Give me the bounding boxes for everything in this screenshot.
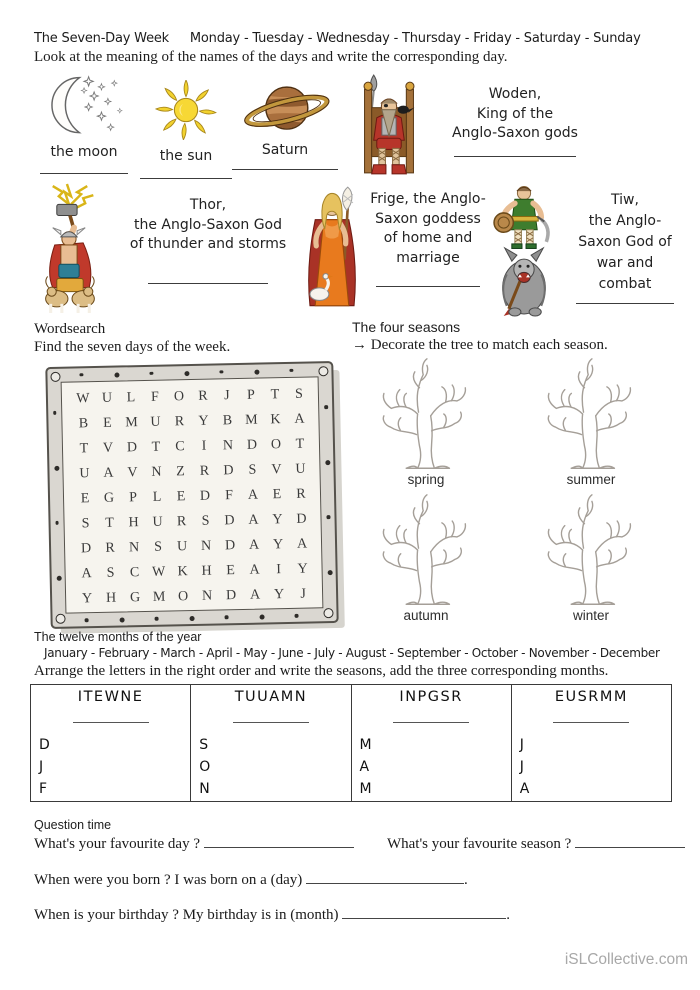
wordsearch-letter: F bbox=[150, 389, 159, 405]
wordsearch-letter: N bbox=[201, 588, 213, 604]
wordsearch-letter: N bbox=[151, 464, 162, 480]
wordsearch-frame bbox=[45, 361, 338, 629]
thor-caption-line1: Thor, bbox=[189, 197, 227, 213]
question-line-1 bbox=[34, 835, 694, 853]
wordsearch-letter: O bbox=[177, 588, 189, 604]
month-initial: N bbox=[199, 781, 210, 797]
frame-rivet bbox=[120, 617, 125, 622]
wordsearch-letter: D bbox=[246, 437, 258, 453]
wordsearch-letter: B bbox=[78, 415, 89, 431]
wordsearch-letter: R bbox=[296, 486, 306, 502]
header-line bbox=[34, 31, 641, 46]
moon-block bbox=[28, 74, 140, 174]
month-initial: D bbox=[39, 737, 50, 753]
answer-blank-thor bbox=[148, 283, 268, 284]
wordsearch-letter: U bbox=[79, 465, 90, 481]
answer-blank-born-day bbox=[306, 871, 464, 884]
thor-block bbox=[115, 196, 301, 284]
wordsearch-letter: L bbox=[126, 389, 136, 405]
wordsearch-letter: R bbox=[176, 513, 187, 529]
wordsearch-letter: M bbox=[152, 589, 166, 605]
frame-corner-screw bbox=[323, 608, 333, 618]
answer-blank-saturn bbox=[232, 169, 338, 170]
tiw-caption-line3: Saxon God of bbox=[578, 234, 672, 250]
wordsearch-letter: U bbox=[101, 390, 113, 406]
frame-rivet bbox=[184, 371, 189, 376]
tiw-caption-line1: Tiw, bbox=[611, 192, 639, 208]
frame-rivet bbox=[254, 369, 259, 374]
month-initial: O bbox=[199, 759, 211, 775]
wordsearch-letter: K bbox=[177, 563, 188, 579]
wordsearch-letter: S bbox=[106, 565, 115, 581]
wordsearch-letter: E bbox=[272, 486, 282, 502]
wordsearch-letter: Y bbox=[272, 511, 283, 527]
unscramble-col-autumn bbox=[191, 685, 351, 801]
frame-rivet bbox=[190, 616, 195, 621]
question-born: When were you born ? I was born on a (day) bbox=[34, 872, 303, 888]
frige-caption-line2: Saxon goddess bbox=[375, 210, 481, 227]
months-title: The twelve months of the year bbox=[34, 630, 202, 644]
answer-blank-moon bbox=[40, 173, 128, 174]
wordsearch-letter: U bbox=[295, 461, 306, 477]
wordsearch-letter: V bbox=[271, 461, 282, 477]
frame-rivet bbox=[85, 618, 89, 622]
seasons-instruction: → Decorate the tree to match each season. bbox=[352, 337, 608, 353]
wordsearch-letter: U bbox=[176, 538, 188, 554]
woden-caption-line3: Anglo-Saxon gods bbox=[452, 125, 578, 141]
wordsearch-letter: A bbox=[249, 562, 260, 578]
wordsearch-letter: Y bbox=[81, 590, 93, 606]
wordsearch-letter: D bbox=[224, 537, 236, 553]
season-label-winter: winter bbox=[572, 608, 609, 623]
month-initial: F bbox=[39, 781, 48, 797]
thor-illustration bbox=[30, 182, 112, 314]
answer-blank-season bbox=[575, 835, 685, 848]
scrambled-word: INPGSR bbox=[399, 689, 463, 705]
unscramble-col-spring bbox=[352, 685, 512, 801]
tiw-block bbox=[570, 190, 680, 304]
wordsearch-letter: T bbox=[270, 386, 280, 402]
wordsearch-grid bbox=[71, 381, 316, 611]
month-initial: A bbox=[519, 781, 530, 797]
wordsearch-letter: M bbox=[245, 412, 258, 428]
wordsearch-letter: P bbox=[246, 387, 255, 403]
wordsearch-letter: H bbox=[128, 514, 139, 530]
wordsearch-letter: E bbox=[103, 415, 112, 431]
wordsearch-letter: D bbox=[126, 439, 138, 455]
wordsearch-letter: K bbox=[270, 411, 281, 427]
wordsearch-letter: Y bbox=[273, 586, 285, 602]
woden-illustration bbox=[356, 73, 422, 179]
wordsearch-letter: Z bbox=[176, 463, 185, 479]
wordsearch-letter: S bbox=[81, 515, 90, 531]
wordsearch-paper bbox=[61, 376, 324, 613]
wordsearch-letter: A bbox=[81, 565, 92, 581]
wordsearch-letter: A bbox=[296, 536, 308, 552]
season-label-summer: summer bbox=[566, 472, 616, 487]
wordsearch-letter: S bbox=[201, 513, 210, 529]
wordsearch-letter: L bbox=[152, 489, 162, 505]
answer-blank-season bbox=[233, 722, 309, 723]
wordsearch-letter: T bbox=[105, 515, 115, 531]
month-initial: M bbox=[359, 781, 372, 797]
tree-autumn bbox=[372, 492, 480, 608]
scrambled-word: ITEWNE bbox=[77, 689, 144, 705]
unscramble-col-summer bbox=[512, 685, 671, 801]
answer-blank-season bbox=[73, 722, 149, 723]
moon-illustration bbox=[37, 74, 132, 140]
frame-corner-screw bbox=[318, 366, 328, 376]
frige-caption-line4: marriage bbox=[396, 249, 460, 266]
period: . bbox=[506, 907, 511, 923]
wordsearch-letter: J bbox=[224, 387, 230, 403]
wordsearch-letter: W bbox=[76, 390, 90, 406]
saturn-label: Saturn bbox=[261, 142, 309, 158]
wordsearch-letter: V bbox=[102, 440, 114, 456]
months-instruction: Arrange the letters in the right order and write the seasons, add the three corresponding months. bbox=[34, 663, 609, 679]
wordsearch-letter: R bbox=[174, 413, 185, 429]
month-initial: J bbox=[519, 759, 524, 775]
wordsearch-letter: G bbox=[129, 589, 141, 605]
tree-summer bbox=[537, 356, 645, 472]
wordsearch-letter: R bbox=[198, 388, 208, 404]
thor-caption-line3: of thunder and storms bbox=[129, 236, 287, 252]
wordsearch-letter: S bbox=[248, 462, 257, 478]
answer-blank-season bbox=[553, 722, 629, 723]
wordsearch-letter: U bbox=[152, 514, 163, 530]
woden-caption-line2: King of the bbox=[476, 105, 554, 122]
wordsearch-letter: M bbox=[125, 414, 138, 430]
wordsearch-letter: A bbox=[294, 411, 305, 427]
tiw-caption-line2: the Anglo- bbox=[588, 213, 662, 229]
islcollective-watermark: iSLCollective.com bbox=[564, 951, 688, 968]
wordsearch-letter: Y bbox=[198, 413, 209, 429]
wordsearch-letter: N bbox=[128, 539, 140, 555]
answer-blank-birthday-month bbox=[342, 906, 506, 919]
wordsearch-letter: C bbox=[129, 564, 140, 580]
wordsearch-letter: D bbox=[199, 488, 211, 504]
sun-illustration bbox=[150, 80, 222, 140]
frige-caption-line3: of home and bbox=[383, 230, 473, 246]
frame-rivet bbox=[219, 370, 223, 374]
questions-title: Question time bbox=[34, 818, 112, 832]
question-favourite-season: What's your favourite season ? bbox=[386, 836, 572, 852]
frame-rivet bbox=[289, 368, 293, 372]
scrambled-word: TUUAMN bbox=[234, 689, 308, 705]
wordsearch-title: Wordsearch bbox=[34, 321, 106, 337]
tree-winter bbox=[537, 492, 645, 608]
month-initial: S bbox=[199, 737, 209, 753]
header-instruction: Look at the meaning of the names of the days and write the corresponding day. bbox=[34, 49, 508, 65]
frame-rivet bbox=[326, 515, 330, 519]
frame-rivet bbox=[54, 466, 59, 471]
wordsearch-letter: Y bbox=[297, 561, 308, 577]
wordsearch-letter: D bbox=[296, 511, 307, 527]
month-initial: A bbox=[359, 759, 370, 775]
wordsearch-letter: D bbox=[80, 540, 92, 556]
wordsearch-letter: T bbox=[295, 436, 305, 452]
woden-caption-line1: Woden, bbox=[488, 86, 542, 102]
wordsearch-letter: R bbox=[105, 540, 115, 556]
frige-block bbox=[366, 190, 490, 287]
wordsearch-letter: C bbox=[175, 438, 185, 454]
saturn-block bbox=[231, 78, 339, 170]
wordsearch-letter: O bbox=[270, 436, 282, 452]
question-line-3 bbox=[34, 906, 510, 924]
frige-illustration bbox=[297, 184, 367, 312]
frame-rivet bbox=[225, 615, 229, 619]
wordsearch-letter: B bbox=[222, 412, 233, 428]
question-birthday: When is your birthday ? My birthday is in (month) bbox=[34, 907, 339, 923]
answer-blank-woden bbox=[454, 156, 576, 157]
wordsearch-letter: U bbox=[150, 414, 161, 430]
scrambled-word: EUSRMM bbox=[554, 689, 628, 705]
wordsearch-letter: I bbox=[276, 561, 282, 577]
sun-label: the sun bbox=[159, 148, 213, 164]
wordsearch-letter: G bbox=[103, 490, 115, 506]
wordsearch-letter: N bbox=[222, 437, 234, 453]
frige-caption-line1: Frige, the Anglo- bbox=[370, 191, 486, 207]
tiw-caption-line4: war and bbox=[596, 255, 654, 271]
wordsearch-letter: E bbox=[176, 488, 186, 504]
wordsearch-letter: H bbox=[105, 590, 117, 606]
wordsearch-letter: D bbox=[223, 462, 234, 478]
worksheet-title: The Seven-Day Week bbox=[34, 31, 170, 46]
answer-blank-sun bbox=[140, 178, 232, 179]
answer-blank-season bbox=[393, 722, 469, 723]
wordsearch-letter: E bbox=[226, 562, 236, 578]
wordsearch-letter: J bbox=[300, 586, 306, 602]
thor-caption-line2: the Anglo-Saxon God bbox=[133, 216, 283, 233]
wordsearch-letter: A bbox=[103, 465, 114, 481]
wordsearch-letter: A bbox=[247, 487, 259, 503]
month-initial: J bbox=[519, 737, 524, 753]
wordsearch-letter: T bbox=[79, 440, 89, 456]
frame-rivet bbox=[79, 373, 83, 377]
frame-rivet bbox=[114, 372, 119, 377]
answer-blank-day bbox=[204, 835, 354, 848]
answer-blank-frige bbox=[376, 286, 480, 287]
frame-rivet bbox=[56, 576, 61, 581]
wordsearch-letter: R bbox=[199, 463, 210, 479]
unscramble-col-winter bbox=[31, 685, 191, 801]
months-list: January - February - March - April - May - June - July - August - September - October - November - December bbox=[44, 646, 660, 660]
month-initial: J bbox=[39, 759, 44, 775]
month-initial: M bbox=[359, 737, 372, 753]
answer-blank-tiw bbox=[576, 303, 674, 304]
wordsearch-letter: S bbox=[294, 386, 303, 402]
wordsearch-letter: E bbox=[80, 490, 90, 506]
wordsearch-letter: T bbox=[151, 439, 161, 455]
question-favourite-day: What's your favourite day ? bbox=[34, 836, 200, 852]
season-label-spring: spring bbox=[407, 472, 445, 487]
wordsearch-letter: P bbox=[128, 489, 138, 505]
frame-rivet bbox=[328, 570, 333, 575]
frame-rivet bbox=[295, 614, 299, 618]
wordsearch-letter: S bbox=[154, 539, 163, 555]
frame-rivet bbox=[55, 521, 59, 525]
saturn-illustration bbox=[235, 78, 335, 140]
sun-block bbox=[138, 80, 234, 179]
moon-label: the moon bbox=[50, 144, 118, 160]
wordsearch-letter: D bbox=[224, 512, 235, 528]
wordsearch-letter: I bbox=[201, 438, 207, 454]
wordsearch-letter: W bbox=[151, 564, 166, 580]
wordsearch-letter: A bbox=[249, 587, 261, 603]
wordsearch-letter: H bbox=[201, 563, 212, 579]
tiw-illustration bbox=[486, 183, 562, 317]
frame-rivet bbox=[155, 617, 159, 621]
seasons-title: The four seasons bbox=[352, 319, 461, 335]
wordsearch-instruction: Find the seven days of the week. bbox=[34, 339, 231, 355]
wordsearch-letter: F bbox=[224, 487, 234, 503]
frame-corner-screw bbox=[55, 614, 65, 624]
wordsearch-letter: A bbox=[248, 537, 260, 553]
days-of-week-list: Monday - Tuesday - Wednesday - Thursday - Friday - Saturday - Sunday bbox=[189, 31, 641, 46]
woden-block bbox=[425, 85, 605, 157]
frame-rivet bbox=[325, 460, 330, 465]
wordsearch-letter: V bbox=[127, 464, 138, 480]
wordsearch-letter: Y bbox=[272, 536, 284, 552]
tiw-caption-line5: combat bbox=[598, 276, 652, 292]
wordsearch-letter: N bbox=[200, 538, 212, 554]
frame-corner-screw bbox=[50, 372, 60, 382]
frame-rivet bbox=[324, 405, 328, 409]
unscramble-table bbox=[30, 684, 672, 802]
season-label-autumn: autumn bbox=[403, 608, 449, 623]
frame-rivet bbox=[53, 411, 57, 415]
question-line-2 bbox=[34, 871, 468, 889]
frame-rivet bbox=[260, 615, 265, 620]
wordsearch-letter: A bbox=[248, 512, 259, 528]
wordsearch-letter: D bbox=[225, 587, 237, 603]
period: . bbox=[464, 872, 468, 888]
wordsearch-letter: O bbox=[173, 388, 185, 404]
frame-rivet bbox=[149, 371, 153, 375]
tree-spring bbox=[372, 356, 480, 472]
